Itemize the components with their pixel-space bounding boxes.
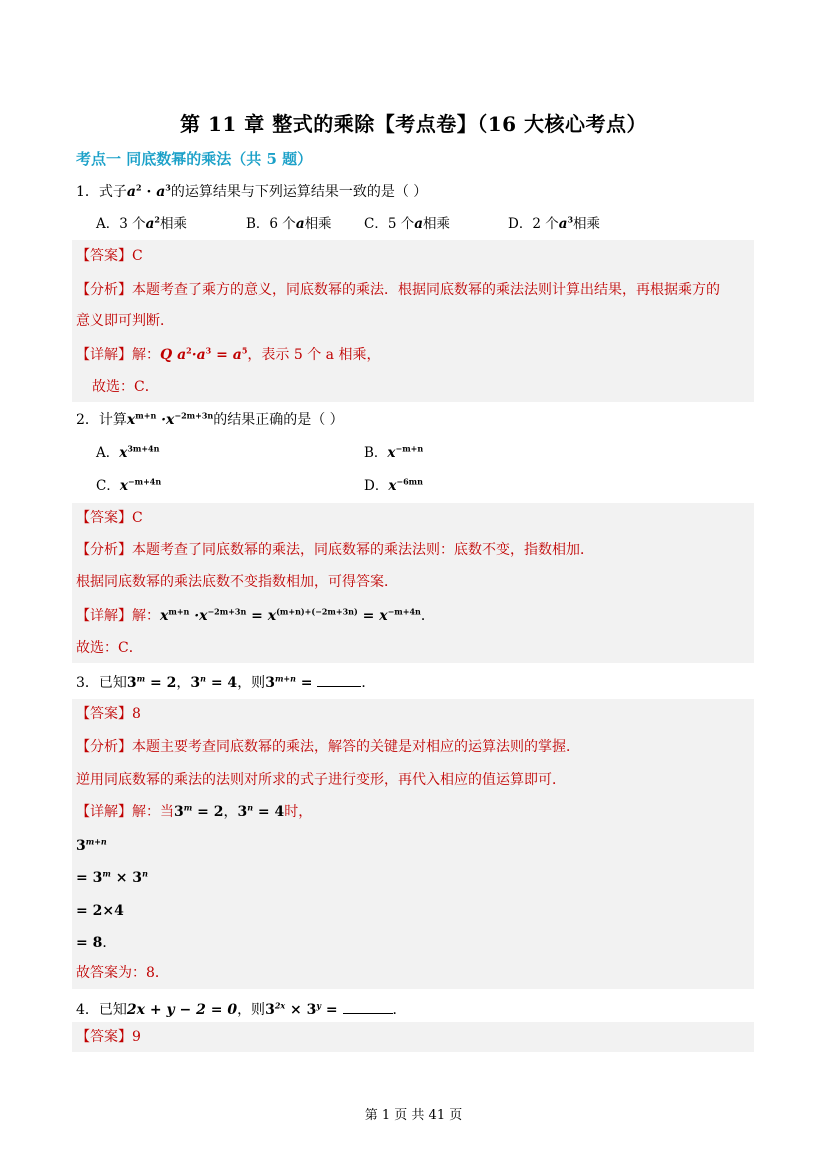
math-base: 3	[126, 675, 137, 691]
section-heading: 考点一 同底数幂的乘法（共 5 题）	[76, 150, 313, 168]
option-b-text: 相乘	[304, 216, 332, 232]
math-exponent: m	[183, 802, 193, 813]
answer-blank	[343, 1001, 393, 1014]
detail-3-when: 时，	[284, 804, 313, 820]
analysis-3-line-2: 逆用同底数幂的乘法的法则对所求的式子进行变形，再代入相应的值运算即可．	[76, 772, 566, 788]
detail-1	[76, 345, 380, 365]
math-base: 3	[265, 675, 275, 691]
math-exponent: y	[316, 1000, 322, 1011]
option-b-label: B．6 个	[246, 216, 296, 232]
math-expr: × 3	[285, 1002, 317, 1018]
math-base: x	[119, 445, 128, 461]
math-base: a	[414, 216, 423, 232]
math-expr: ·a	[191, 347, 206, 363]
math-exponent: −6mn	[396, 476, 423, 487]
math-exponent: −2m+3n	[207, 606, 247, 617]
choose-2: 故选：C．	[76, 640, 143, 656]
math-exponent: (m+n)+(−2m+3n)	[276, 606, 358, 617]
math-exponent: 5	[241, 345, 248, 356]
math-exponent: m+n	[85, 836, 107, 847]
question-3	[76, 673, 375, 693]
option-d-text: 相乘	[573, 216, 601, 232]
step-3	[76, 901, 124, 921]
math-expr: = a	[211, 347, 242, 363]
option-c-label: C．5 个	[364, 216, 415, 232]
option-a	[96, 214, 187, 234]
math-expr: =	[295, 675, 318, 691]
detail-1-text: ，表示 5 个 a 相乘，	[247, 347, 381, 363]
math-base: 3	[190, 675, 201, 691]
solution-box-1	[72, 240, 754, 402]
analysis-2-line-2: 根据同底数幂的乘法底数不变指数相加，可得答案．	[76, 574, 398, 590]
math-base: 3	[237, 804, 248, 820]
separator: ，	[176, 675, 191, 691]
math-base: 3	[174, 804, 184, 820]
math-exponent: 3	[165, 182, 171, 193]
step-1	[76, 836, 107, 856]
math-base: a	[156, 184, 166, 200]
math-base: 3	[76, 838, 86, 854]
option-a-label: A．	[96, 445, 120, 461]
separator: ，	[223, 804, 238, 820]
math-base: x	[160, 608, 169, 624]
detail-2-end: ．	[420, 608, 435, 624]
question-4-prefix: 4．已知	[76, 1002, 127, 1018]
math-exponent: m	[136, 673, 146, 684]
option-a	[96, 443, 159, 463]
question-1-text: 的运算结果与下列运算结果一致的是（ ）	[170, 184, 428, 200]
math-exponent: n	[142, 868, 148, 879]
math-base: a	[295, 216, 305, 232]
math-expr: = 3	[76, 870, 103, 886]
question-3-end: ．	[361, 675, 376, 691]
option-c	[364, 214, 450, 234]
math-expr: ·x	[156, 412, 175, 428]
page-title: 第 11 章 整式的乘除【考点卷】（16 大核心考点）	[179, 112, 647, 136]
detail-3	[76, 802, 312, 822]
step-4-end: ．	[102, 935, 117, 951]
step-4	[76, 933, 116, 953]
option-c-label: C．	[96, 478, 120, 494]
answer-3: 【答案】8	[76, 706, 141, 722]
math-exponent: −m+4n	[387, 606, 421, 617]
question-1-prefix: 1．式子	[76, 184, 127, 200]
option-d	[364, 476, 423, 496]
page-footer: 第 1 页 共 41 页	[364, 1108, 463, 1123]
math-base: a	[558, 216, 568, 232]
question-2-text: 的结果正确的是（ ）	[213, 412, 344, 428]
answer-1: 【答案】C	[76, 248, 143, 264]
math-base: a	[145, 216, 155, 232]
option-a-label: A．3 个	[96, 216, 146, 232]
math-expr: = 4	[205, 675, 238, 691]
math-exponent: n	[247, 802, 254, 813]
question-3-then: ，则	[237, 675, 266, 691]
math-exponent: 3	[567, 214, 574, 225]
math-exponent: m+n	[135, 410, 157, 421]
analysis-1-line-1: 【分析】本题考查了乘方的意义，同底数幂的乘法．根据同底数幂的乘法法则计算出结果，再根据乘方的	[76, 282, 720, 298]
option-b-label: B．	[364, 445, 388, 461]
option-b	[246, 214, 332, 234]
math-expr: =	[321, 1002, 343, 1018]
math-exponent: m	[102, 868, 111, 879]
option-d	[508, 214, 600, 234]
answer-4: 【答案】9	[76, 1029, 141, 1045]
math-exponent: 3	[205, 345, 212, 356]
detail-1-prefix: 【详解】解：	[76, 347, 160, 363]
math-expr: = 2×4	[76, 903, 124, 919]
question-1	[76, 182, 427, 202]
detail-3-prefix: 【详解】解：当	[76, 804, 174, 820]
question-4-then: ，则	[237, 1002, 266, 1018]
math-expr: × 3	[110, 870, 143, 886]
question-3-prefix: 3．已知	[76, 675, 127, 691]
math-exponent: 2	[136, 182, 142, 193]
option-b	[364, 443, 423, 463]
choose-1: 故选：C．	[92, 379, 159, 395]
math-base: x	[387, 445, 396, 461]
analysis-1-line-2: 意义即可判断．	[76, 313, 174, 329]
math-expr: = 8	[76, 935, 103, 951]
math-expr: ·x	[189, 608, 208, 624]
math-exponent: m+n	[274, 673, 296, 684]
question-2	[76, 410, 344, 430]
math-exponent: m+n	[168, 606, 190, 617]
math-exponent: 2	[186, 345, 192, 356]
math-expr: = 2	[145, 675, 177, 691]
answer-2: 【答案】C	[76, 510, 143, 526]
math-expr: = x	[357, 608, 388, 624]
detail-2-prefix: 【详解】解：	[76, 608, 160, 624]
math-exponent: −2m+3n	[174, 410, 214, 421]
math-expr: = 4	[253, 804, 285, 820]
analysis-2-line-1: 【分析】本题考查了同底数幂的乘法，同底数幂的乘法法则：底数不变，指数相加．	[76, 542, 594, 558]
solution-box-4	[72, 1022, 754, 1052]
option-a-text: 相乘	[159, 216, 187, 232]
result-3: 故答案为：8．	[76, 965, 169, 981]
option-c-text: 相乘	[422, 216, 450, 232]
math-base: a	[126, 184, 136, 200]
option-c	[96, 476, 161, 496]
math-exponent: 3m+4n	[127, 443, 160, 454]
math-expr: = 2	[192, 804, 224, 820]
math-expr: Q a	[160, 347, 187, 363]
math-base: x	[126, 412, 136, 428]
math-base: x	[388, 478, 397, 494]
question-4-end: ．	[392, 1002, 407, 1018]
detail-2	[76, 606, 435, 626]
math-exponent: −m+4n	[127, 476, 162, 487]
math-expr: 2x + y − 2 = 0	[126, 1002, 238, 1018]
option-d-label: D．	[364, 478, 389, 494]
math-base: 3	[265, 1002, 275, 1018]
option-d-label: D．2 个	[508, 216, 559, 232]
question-2-prefix: 2．计算	[76, 412, 127, 428]
math-dot: ·	[141, 184, 157, 200]
analysis-3-line-1: 【分析】本题主要考查同底数幂的乘法，解答的关键是对相应的运算法则的掌握．	[76, 739, 580, 755]
math-exponent: −m+n	[395, 443, 424, 454]
math-exponent: 2	[154, 214, 160, 225]
math-base: x	[119, 478, 128, 494]
math-exponent: 2x	[274, 1000, 286, 1011]
question-4	[76, 1000, 407, 1020]
answer-blank	[317, 674, 361, 687]
step-2	[76, 868, 148, 888]
math-exponent: n	[200, 673, 206, 684]
math-expr: = x	[246, 608, 277, 624]
